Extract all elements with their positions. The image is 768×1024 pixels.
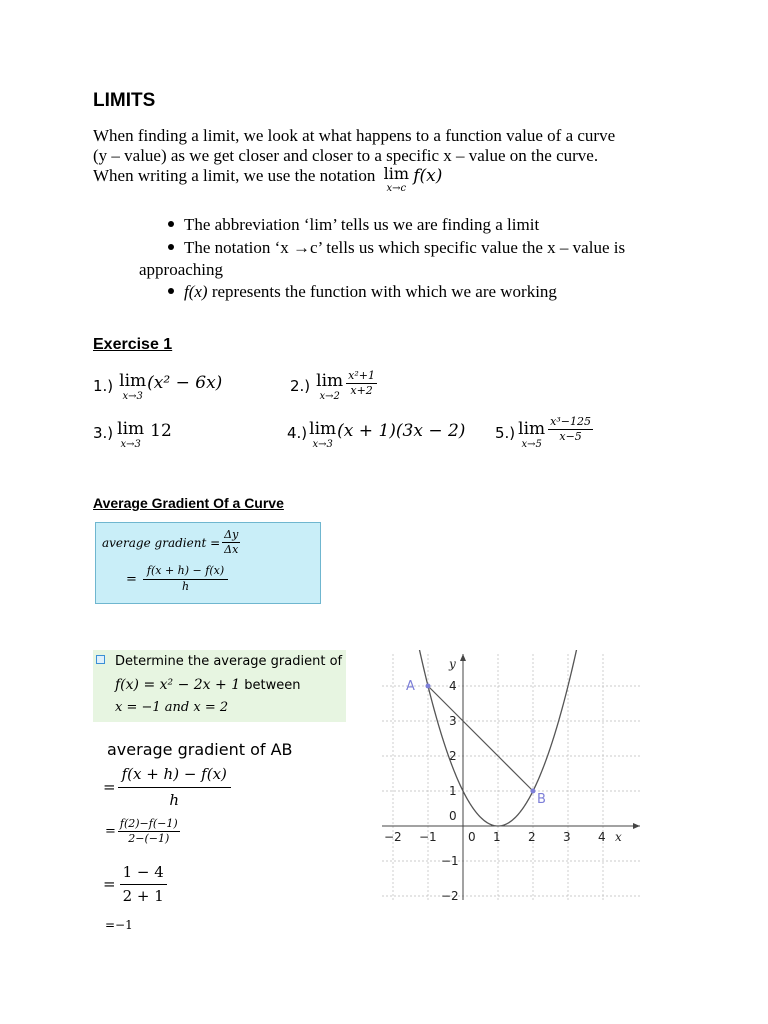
x-tick-label: 4 [598,830,606,844]
bullet-3 [168,282,557,302]
exercise-number: 1.) [93,377,114,395]
intro-line-3-text: When writing a limit, we use the notation [93,166,376,185]
graph-tick-labels [384,657,622,902]
notation-fx: f(x) [413,166,443,186]
y-tick-label: 3 [449,714,457,728]
exercise-item-4 [287,421,465,450]
bullet-2-continued: approaching [139,260,224,279]
exercise-item-1 [93,373,222,402]
exercise-expr: (x² − 6x) [147,373,223,393]
exercise-heading: Exercise 1 [93,336,173,353]
avg-gradient-heading: Average Gradient Of a Curve [93,495,284,511]
formula-equals: = [126,571,137,587]
problem-box [93,650,346,722]
working-heading: average gradient of AB [107,740,293,759]
y-tick-label: 2 [449,749,457,763]
working-numerator-1: f(x + h) − f(x) [118,766,231,788]
formula-box [95,522,321,604]
exercise-number: 2.) [290,377,311,395]
notation-lim [384,166,409,194]
problem-fx: f(x) = x² − 2x + 1 [115,677,241,693]
working-fraction-1 [118,766,231,808]
graph-grid [382,654,640,900]
working-denominator-3: 2 + 1 [122,886,164,905]
working-equals: = [103,875,116,893]
lim-sub: x→5 [521,439,542,450]
x-tick-label: 1 [493,830,501,844]
formula-denominator: h [181,580,190,594]
y-tick-label: −1 [441,854,459,868]
working-numerator-2: f(2)−f(−1) [118,818,180,832]
exercise-number: 5.) [495,424,516,442]
exercise-fraction [548,416,593,443]
bullet-dot [168,244,174,250]
problem-between: between [240,678,301,693]
parabola-curve [416,650,580,826]
exercise-expr: (x + 1)(3x − 2) [337,421,466,441]
y-tick-label: 1 [449,784,457,798]
exercise-item-2 [290,370,377,402]
bullet-3-fx: f(x) [184,282,208,301]
intro-line-3 [93,166,442,194]
working-result: =−1 [105,918,133,932]
notation-lim-sub: x→c [386,183,407,194]
working-denominator-2: 2−(−1) [128,832,170,846]
point-b-label: B [537,792,546,807]
working-step-3 [103,864,167,904]
parabola-graph [378,650,644,902]
x-tick-label: 0 [468,830,476,844]
fraction-numerator: x²+1 [346,370,377,384]
exercise-item-5 [495,416,593,450]
problem-line-2 [115,677,300,693]
fraction-denominator: x+2 [350,384,373,398]
problem-line-1: Determine the average gradient of [115,654,343,669]
lim-sub: x→3 [312,439,333,450]
lim-sub: x→3 [122,391,143,402]
fraction-denominator: x−5 [559,430,582,444]
exercise-lim [117,421,144,450]
working-step-2 [105,818,180,845]
page-title: LIMITS [93,90,156,111]
exercise-number: 3.) [93,424,114,442]
y-axis-label: y [449,657,456,671]
x-axis-arrow [633,823,640,829]
bullet-dot [168,221,174,227]
x-axis-label: x [615,830,622,844]
formula-diff-fraction [143,565,228,593]
y-tick-label: 0 [449,809,457,823]
delta-y: Δy [222,529,240,543]
working-equals: = [105,824,116,840]
exercise-lim [518,421,545,450]
exercise-item-3 [93,421,172,450]
working-equals: = [103,778,116,796]
problem-line-3: x = −1 and x = 2 [115,700,229,715]
lim-sub: x→3 [120,439,141,450]
bullet-2 [168,238,625,258]
bullet-dot [168,288,174,294]
working-denominator-1: h [169,790,180,809]
bullet-1-text: The abbreviation ‘lim’ tells us we are finding a limit [184,215,540,234]
point-b [531,789,536,794]
working-fraction-2 [118,818,180,845]
problem-bullet-icon [96,655,105,664]
bullet-2-text: The notation ‘x →c’ tells us which specific value the x – value is [184,238,626,257]
exercise-expr: 12 [150,421,172,441]
working-fraction-3 [120,864,167,904]
bullet-1 [168,215,539,235]
formula-line-2 [126,565,228,593]
graph-axes [382,654,640,900]
y-tick-label: −2 [441,889,459,902]
lim-word: lim [117,419,145,439]
intro-line-1: When finding a limit, we look at what happens to a function value of a curve [93,126,616,145]
formula-left: average gradient = [102,535,221,550]
formula-delta-fraction [222,529,240,556]
point-a-label: A [406,679,415,694]
x-tick-label: 2 [528,830,536,844]
lim-word: lim [518,419,546,439]
x-tick-label: −1 [419,830,437,844]
exercise-number: 4.) [287,424,308,442]
delta-x: Δx [224,543,239,557]
working-step-1 [103,766,231,808]
fraction-numerator: x³−125 [548,416,593,430]
formula-line-1 [102,529,240,556]
y-tick-label: 4 [449,679,457,693]
secant-line-ab [428,686,533,791]
x-tick-label: 3 [563,830,571,844]
lim-sub: x→2 [319,391,340,402]
exercise-lim [119,373,146,402]
exercise-fraction [346,370,377,397]
exercise-lim [316,373,343,402]
x-tick-label: −2 [384,830,402,844]
working-numerator-3: 1 − 4 [120,864,167,885]
exercise-lim [309,421,336,450]
lim-word: lim [309,419,337,439]
lim-word: lim [119,371,147,391]
y-axis-arrow [460,654,466,661]
bullet-3-text: represents the function with which we are working [207,282,557,301]
formula-numerator: f(x + h) − f(x) [143,565,228,580]
notation-lim-word: lim [383,164,409,183]
intro-line-2: (y – value) as we get closer and closer to a specific x – value on the curve. [93,146,599,165]
lim-word: lim [316,371,344,391]
point-a [426,684,431,689]
